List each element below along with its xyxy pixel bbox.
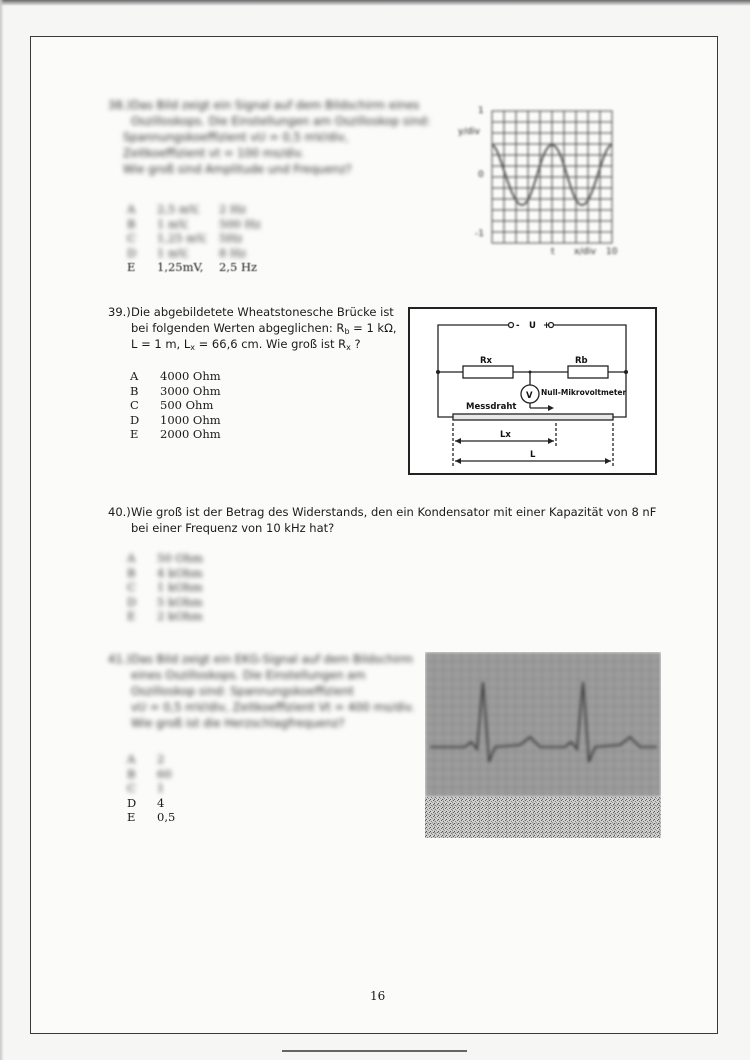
answer-option: E 1,25mV, 2,5 Hz: [127, 260, 258, 274]
plus-terminal-label: +: [543, 321, 551, 331]
question-text-line: Wie groß ist die Herzschlagfrequenz?: [131, 716, 345, 730]
answer-options-39: [130, 369, 250, 442]
voltmeter-label: Null-Mikrovoltmeter: [541, 388, 627, 397]
question-38: [108, 97, 438, 187]
x-axis-unit-label: x/div: [574, 247, 596, 257]
question-text-line: Zeitkoeffizient vt = 100 ms/div.: [123, 146, 304, 160]
page-number: 16: [370, 989, 386, 1003]
question-text-line: L = 1 m, $L_x = 66,6$ cm. Wie groß ist $R_x$ ?: [131, 337, 361, 352]
y-axis-top-label: 1: [478, 106, 484, 116]
answer-option: E 2000 Ohm: [130, 427, 221, 441]
question-text-line: Oszilloskops. Die Einstellungen am Oszilloskop sind:: [131, 114, 431, 128]
answer-option: D 1 mV, 8 Hz: [127, 245, 247, 260]
scan-edge-left: [0, 0, 4, 1060]
rx-label: Rx: [480, 356, 493, 366]
ekg-signal-image: [425, 652, 661, 838]
question-text-line: Spannungskoeffizient vU = 0,5 mV/div,: [123, 130, 349, 144]
answer-option: D 1000 Ohm: [130, 412, 221, 427]
y-axis-bottom-label: -1: [475, 229, 484, 239]
y-axis-zero-label: 0: [478, 170, 484, 180]
rb-label: Rb: [575, 356, 588, 366]
question-39: [108, 304, 408, 364]
question-text-line: bei folgenden Werten abgeglichen: $R_b = 1$ kΩ,: [131, 321, 397, 336]
scan-edge-top: [0, 0, 750, 6]
answer-option: B 60: [127, 766, 172, 781]
question-41: [108, 651, 418, 741]
question-text-line: Wie groß ist der Betrag des Widerstands, den ein Kondensator mit einer Kapazität von 8 nF: [131, 505, 657, 519]
question-text-line: Das Bild zeigt ein Signal auf dem Bildschirm eines: [131, 98, 420, 112]
voltmeter-symbol-label: V: [526, 391, 533, 401]
answer-option: A 50 Ohm: [127, 551, 204, 565]
question-40: [108, 504, 668, 538]
answer-option: B 1 mV, 500 Hz: [127, 216, 261, 231]
answer-option: C 500 Ohm: [130, 398, 214, 412]
question-text-line: eines Oszilloskops. Die Einstellungen am: [131, 668, 366, 682]
question-text-line: Die abgebildetete Wheatstonesche Brücke ist: [131, 305, 394, 319]
answer-option: C 1 kOhm: [127, 580, 203, 594]
answer-option: E 2 kOhm: [127, 609, 203, 623]
question-number: 39.): [108, 305, 131, 319]
answer-options-40: [127, 551, 247, 624]
question-text-line: Wie groß sind Amplitude und Frequenz?: [123, 162, 352, 176]
question-number: 41.): [108, 652, 131, 666]
answer-options-41: [127, 752, 207, 825]
question-text-line: vU = 0,5 mV/div, Zeitkoeffizient Vt = 400 ms/div.: [131, 700, 415, 714]
question-text-line: Oszilloskop sind: Spannungskoeffizient: [131, 684, 354, 698]
answer-option: C 1: [127, 781, 165, 795]
answer-option: C 1,25 mV, 5Hz: [127, 231, 243, 245]
wheatstone-bridge-diagram: [408, 307, 658, 477]
answer-option: E 0,5: [127, 810, 176, 824]
answer-option: B 3000 Ohm: [130, 383, 221, 398]
scan-edge-bottom: [282, 1050, 467, 1052]
y-axis-unit-label: y/div: [458, 127, 480, 137]
measuring-wire-label: Messdraht: [466, 402, 517, 412]
answer-option: D 4: [127, 795, 165, 810]
answer-option: B 4 kOhm: [127, 565, 203, 580]
answer-option: A 2: [127, 752, 165, 766]
question-text-line: Das Bild zeigt ein EKG-Signal auf dem Bildschirm: [131, 652, 413, 666]
minus-terminal-label: -: [516, 321, 520, 331]
question-text-line: bei einer Frequenz von 10 kHz hat?: [131, 521, 335, 535]
x-axis-end-label: 10: [606, 247, 618, 257]
question-number: 40.): [108, 505, 131, 519]
answer-option: D 5 kOhm: [127, 594, 203, 609]
x-axis-label: t: [551, 247, 555, 257]
answer-option: A 2,5 mV, 2 Hz: [127, 202, 247, 216]
voltage-label: U: [529, 321, 536, 331]
answer-options-38: [127, 202, 287, 275]
question-number: 38.): [108, 98, 131, 112]
answer-option: A 4000 Ohm: [130, 369, 221, 383]
lx-label: Lx: [500, 430, 511, 440]
l-label: L: [530, 450, 536, 460]
